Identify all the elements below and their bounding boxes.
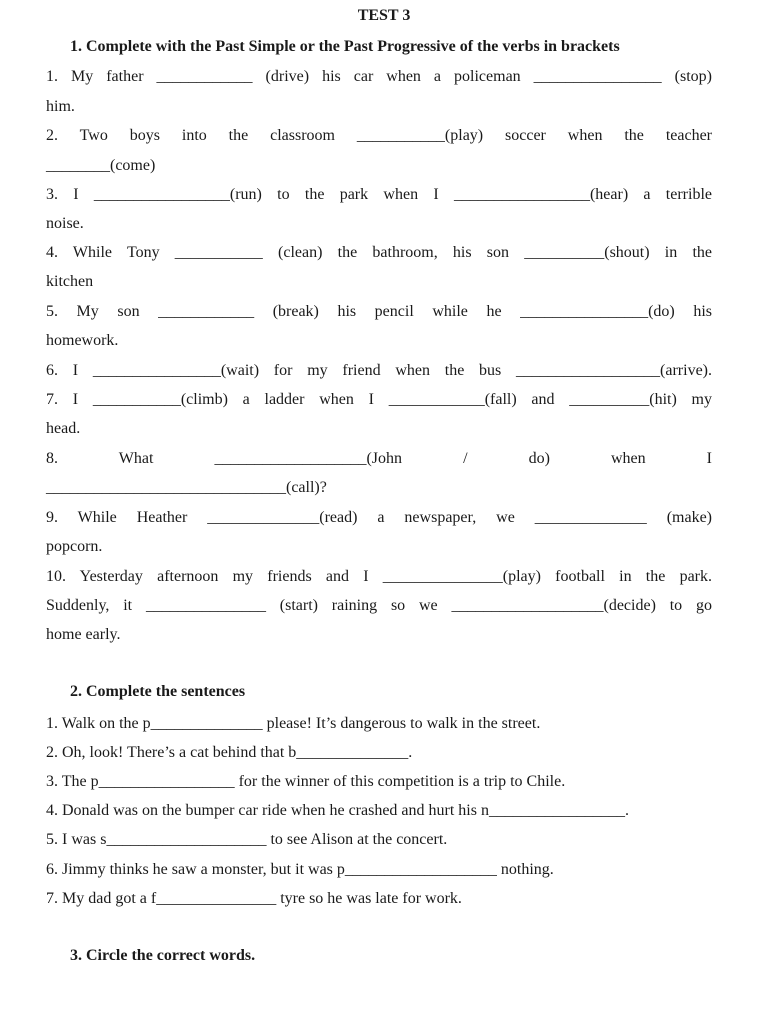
exercise-line: 3. The p_________________ for the winner of this competition is a trip to Chile.	[46, 773, 566, 790]
exercise-line: 4. While Tony ___________ (clean) the bathroom, his son __________(shout) in the	[46, 244, 712, 261]
exercise-line: 6. Jimmy thinks he saw a monster, but it was p___________________ nothing.	[46, 861, 554, 878]
exercise-line: 1. Walk on the p______________ please! It’s dangerous to walk in the street.	[46, 715, 541, 732]
exercise-line: kitchen	[46, 273, 94, 290]
exercise-line: him.	[46, 98, 75, 115]
exercise-line: popcorn.	[46, 538, 103, 555]
exercise-line: homework.	[46, 332, 119, 349]
exercise-line: 6. I ________________(wait) for my friend when the bus __________________(arrive).	[46, 362, 712, 379]
exercise-line: home early.	[46, 626, 121, 643]
exercise-line: 5. My son ____________ (break) his pencil while he ________________(do) his	[46, 303, 712, 320]
exercise-line: noise.	[46, 215, 84, 232]
exercise-line: 5. I was s____________________ to see Alison at the concert.	[46, 831, 448, 848]
exercise-line: 9. While Heather ______________(read) a newspaper, we ______________ (make)	[46, 509, 712, 526]
exercise-line: 7. I ___________(climb) a ladder when I ____________(fall) and __________(hit) my	[46, 391, 712, 408]
exercise-line: 3. I _________________(run) to the park when I _________________(hear) a terrible	[46, 186, 712, 203]
exercise-line: 8. What ___________________(John / do) when I	[46, 450, 712, 467]
exercise-line: Suddenly, it _______________ (start) raining so we ___________________(decide) to go	[46, 597, 712, 614]
section1-heading: 1. Complete with the Past Simple or the Past Progressive of the verbs in brackets	[70, 38, 620, 55]
exercise-line: head.	[46, 420, 81, 437]
exercise-line: 7. My dad got a f_______________ tyre so he was late for work.	[46, 890, 462, 907]
exercise-line: ________(come)	[46, 157, 156, 174]
exercise-line: 2. Oh, look! There’s a cat behind that b______________.	[46, 744, 413, 761]
section2-heading: 2. Complete the sentences	[70, 683, 246, 700]
exercise-line: 10. Yesterday afternoon my friends and I _______________(play) football in the park.	[46, 568, 712, 585]
section3-heading: 3. Circle the correct words.	[70, 947, 256, 964]
exercise-line: 2. Two boys into the classroom ___________(play) soccer when the teacher	[46, 127, 712, 144]
test-title: TEST 3	[357, 7, 411, 24]
exercise-line: ______________________________(call)?	[46, 479, 327, 496]
exercise-line: 1. My father ____________ (drive) his car when a policeman ________________ (stop)	[46, 68, 712, 85]
exercise-line: 4. Donald was on the bumper car ride when he crashed and hurt his n_________________.	[46, 802, 629, 819]
